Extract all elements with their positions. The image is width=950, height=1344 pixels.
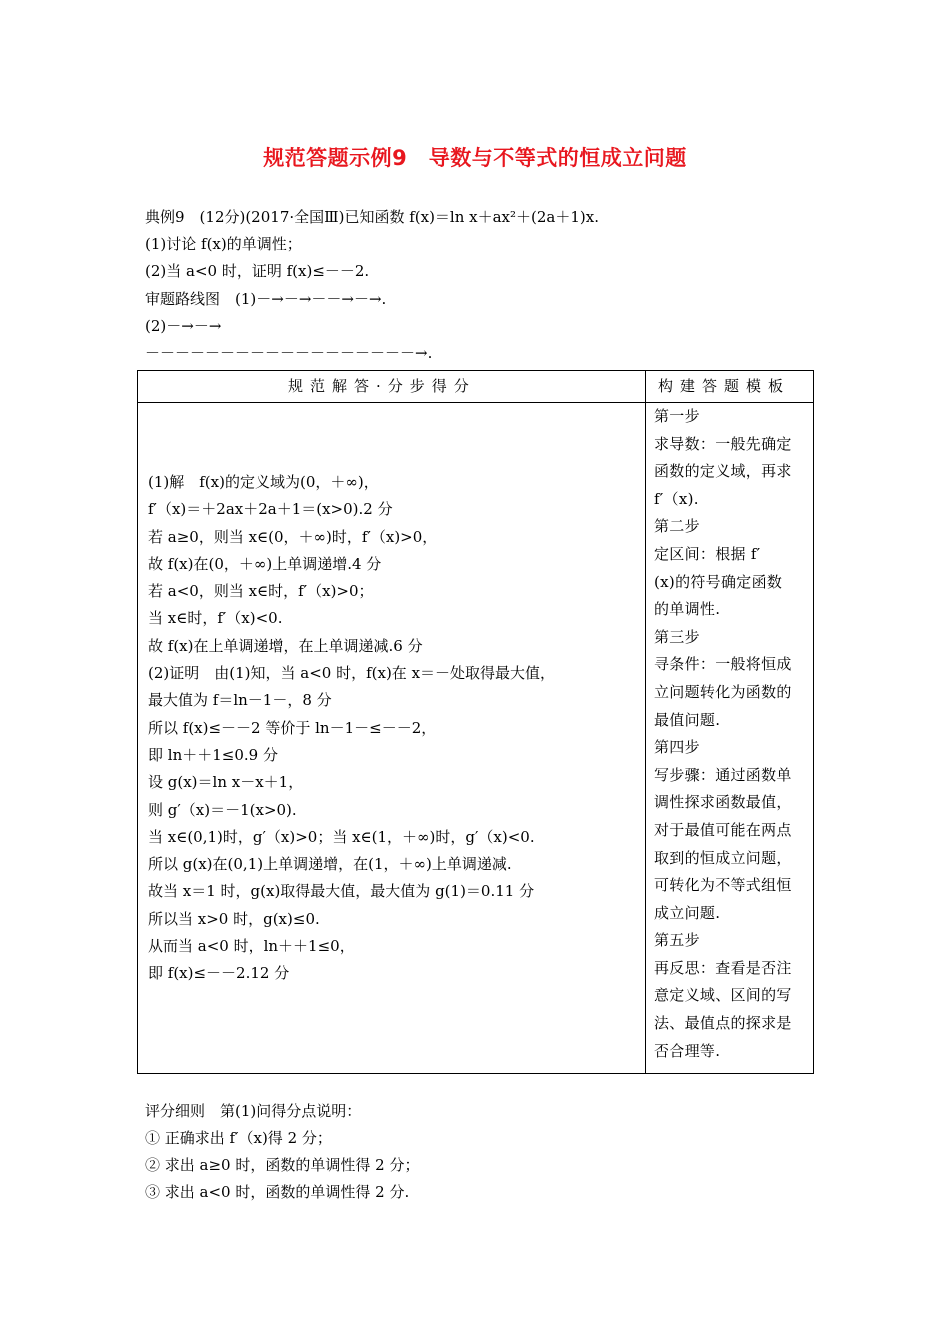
scoring-details bbox=[145, 1098, 419, 1206]
analysis-route-2: (2)－→－→ bbox=[145, 317, 222, 335]
template-line: 可转化为不等式组恒 bbox=[654, 876, 792, 895]
template-line: (x)的符号确定函数 bbox=[654, 572, 783, 591]
scoring-item: ② 求出 a≥0 时，函数的单调性得 2 分； bbox=[145, 1156, 420, 1174]
solution-steps bbox=[148, 469, 638, 988]
solution-line: 从而当 a<0 时，ln＋＋1≤0， bbox=[148, 937, 355, 956]
scoring-heading: 评分细则 第(1)问得分点说明： bbox=[145, 1102, 362, 1120]
template-line: 定区间：根据 f′ bbox=[654, 544, 761, 563]
problem-statement: 典例9 (12分)(2017·全国Ⅲ)已知函数 f(x)＝ln x＋ax²＋(2a＋1)x. bbox=[145, 208, 599, 226]
solution-line: 故 f(x)在(0，＋∞)上单调递增.4 分 bbox=[148, 554, 382, 573]
template-steps bbox=[654, 403, 809, 1065]
template-line: 再反思：查看是否注 bbox=[654, 958, 792, 977]
column-divider bbox=[645, 371, 646, 1073]
template-line: 法、最值点的探求是 bbox=[654, 1014, 792, 1033]
template-line: 第三步 bbox=[654, 627, 700, 646]
solution-line: 当 x∈(0,1)时，g′（x)>0；当 x∈(1，＋∞)时，g′（x)<0. bbox=[148, 827, 535, 846]
template-line: 对于最值可能在两点 bbox=[654, 820, 792, 839]
scoring-item: ③ 求出 a<0 时，函数的单调性得 2 分. bbox=[145, 1183, 410, 1201]
solution-line: (2)证明 由(1)知，当 a<0 时，f(x)在 x＝－处取得最大值， bbox=[148, 664, 556, 683]
scoring-item: ① 正确求出 f′（x)得 2 分； bbox=[145, 1129, 332, 1147]
solution-line: 即 ln＋＋1≤0.9 分 bbox=[148, 745, 278, 764]
analysis-route-2-cont: －－－－－－－－－－－－－－－－－－→. bbox=[145, 344, 433, 362]
solution-line: 故当 x＝1 时，g(x)取得最大值，最大值为 g(1)＝0.11 分 bbox=[148, 882, 535, 901]
template-line: 取到的恒成立问题， bbox=[654, 848, 792, 867]
template-line: 意定义域、区间的写 bbox=[654, 986, 792, 1005]
solution-table bbox=[137, 370, 814, 1074]
template-line: 调性探求函数最值， bbox=[654, 793, 792, 812]
solution-line: (1)解 f(x)的定义域为(0，＋∞)， bbox=[148, 473, 379, 491]
solution-line: 所以当 x>0 时，g(x)≤0. bbox=[148, 909, 320, 928]
template-line: 第四步 bbox=[654, 738, 700, 757]
template-line: 求导数：一般先确定 bbox=[654, 434, 792, 453]
template-line: 的单调性. bbox=[654, 600, 721, 619]
header-solution: 规范解答·分步得分 bbox=[288, 377, 476, 395]
template-line: 立问题转化为函数的 bbox=[654, 682, 792, 701]
solution-line: 即 f(x)≤－－2.12 分 bbox=[148, 964, 290, 983]
problem-part-1: (1)讨论 f(x)的单调性； bbox=[145, 235, 302, 253]
template-line: 最值问题. bbox=[654, 710, 721, 729]
template-line: f′（x). bbox=[654, 489, 699, 508]
analysis-route-1: 审题路线图 (1)－→－→－－→－→. bbox=[145, 290, 387, 308]
solution-line: 若 a≥0，则当 x∈(0，＋∞)时，f′（x)>0， bbox=[148, 527, 438, 546]
solution-line: 所以 f(x)≤－－2 等价于 ln－1－≤－－2， bbox=[148, 718, 437, 737]
template-line: 第二步 bbox=[654, 517, 700, 536]
solution-line: 故 f(x)在上单调递增，在上单调递减.6 分 bbox=[148, 636, 423, 655]
template-line: 否合理等. bbox=[654, 1041, 721, 1060]
solution-line: 若 a<0，则当 x∈时，f′（x)>0； bbox=[148, 582, 374, 601]
solution-line: 则 g′（x)＝－1(x>0). bbox=[148, 800, 297, 819]
solution-line: 所以 g(x)在(0,1)上单调递增，在(1，＋∞)上单调递减. bbox=[148, 855, 512, 874]
solution-line: f′（x)＝＋2ax＋2a＋1＝(x>0).2 分 bbox=[148, 500, 393, 519]
header-template: 构建答题模板 bbox=[658, 377, 791, 395]
solution-line: 最大值为 f＝ln－1－，8 分 bbox=[148, 691, 332, 710]
template-line: 成立问题. bbox=[654, 903, 721, 922]
template-line: 第五步 bbox=[654, 931, 700, 950]
solution-line: 当 x∈时，f′（x)<0. bbox=[148, 609, 283, 628]
solution-line: 设 g(x)＝ln x－x＋1， bbox=[148, 773, 304, 792]
template-line: 函数的定义域，再求 bbox=[654, 462, 792, 481]
problem-part-2: (2)当 a<0 时，证明 f(x)≤－－2. bbox=[145, 262, 370, 280]
template-line: 写步骤：通过函数单 bbox=[654, 765, 792, 784]
template-line: 第一步 bbox=[654, 407, 700, 425]
page-title: 规范答题示例9 导数与不等式的恒成立问题 bbox=[263, 146, 687, 170]
template-line: 寻条件：一般将恒成 bbox=[654, 655, 792, 674]
